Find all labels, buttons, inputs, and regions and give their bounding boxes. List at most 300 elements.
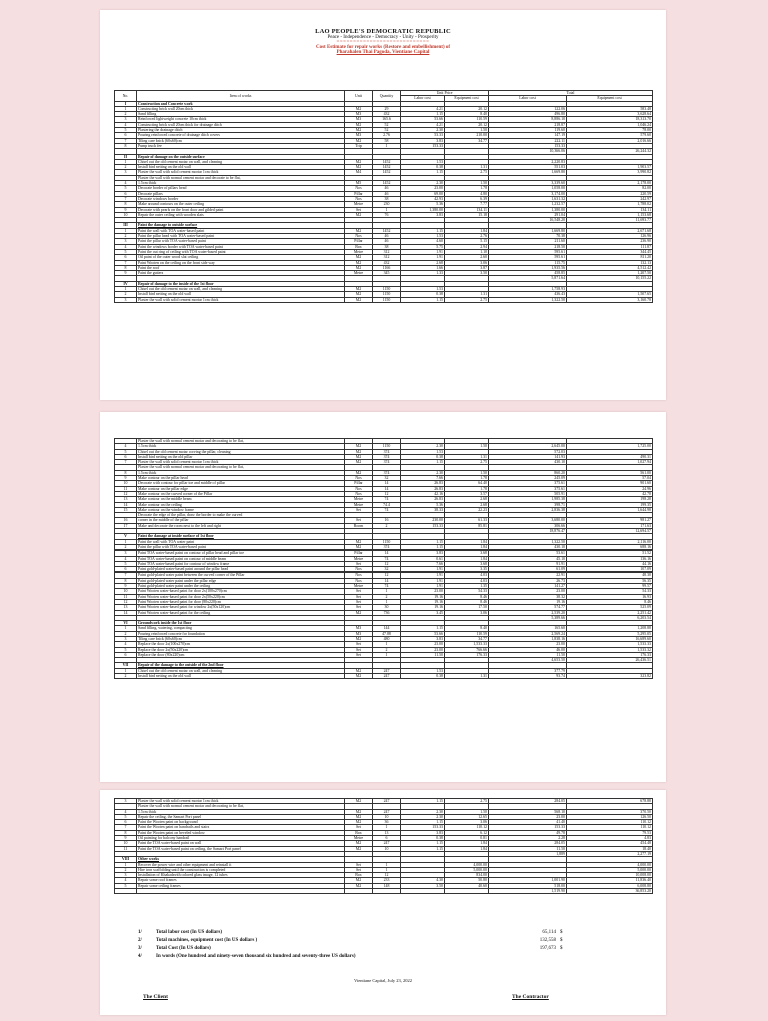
row-number: 4 (115, 444, 137, 449)
unit-labor-cost: 2.30 (401, 470, 445, 475)
total-labor-cost: 46.00 (489, 647, 567, 652)
unit: Set (345, 594, 373, 599)
unit-labor-cost: 23.00 (401, 589, 445, 594)
total-equipment-cost: 42.78 (567, 491, 653, 496)
quantity (373, 889, 401, 894)
unit-labor-cost (401, 889, 445, 894)
quantity: 1 (373, 825, 401, 830)
unit-equipment-cost: 2.75 (445, 170, 489, 175)
unit: Set (345, 867, 373, 872)
header-rule: ============================ (336, 40, 430, 45)
unit-labor-cost: 0.38 (401, 292, 445, 297)
unit: Pillar (345, 481, 373, 486)
unit-equipment-cost: 34.77 (445, 138, 489, 143)
unit-equipment-cost: 6.39 (445, 196, 489, 201)
total-equipment-cost: 3,628.64 (567, 112, 653, 117)
unit-equipment-cost: 54.33 (445, 589, 489, 594)
total-equipment-cost: 18,313.70 (567, 117, 653, 122)
unit: M2 (345, 212, 373, 217)
quantity: 247 (373, 799, 401, 804)
total-labor-cost: 306.66 (489, 523, 567, 528)
total-equipment-cost: 454.48 (567, 841, 653, 846)
total-labor-cost: 23.00 (489, 642, 567, 647)
quantity: 1 (373, 652, 401, 657)
unit: Set (345, 642, 373, 647)
quantity: 1452 (373, 181, 401, 186)
unit-equipment-cost: 20.12 (445, 122, 489, 127)
unit-labor-cost: 19.16 (401, 599, 445, 604)
total-equipment-cost: 12,694.57 (567, 529, 653, 534)
row-number: 4 (115, 642, 137, 647)
row-number: 4 (115, 556, 137, 561)
quantity: 1 (373, 867, 401, 872)
total-labor-cost: 2.28 (489, 836, 567, 841)
unit-equipment-cost: 1.31 (445, 292, 489, 297)
total-equipment-cost: 126.50 (567, 814, 653, 819)
unit: M2 (345, 297, 373, 302)
unit: M2 (345, 159, 373, 164)
work-item: Install bird netting on the old wall (137, 165, 345, 170)
unit: Pillar (345, 239, 373, 244)
total-labor-cost: 153.33 (489, 825, 567, 830)
row-number: 8 (115, 470, 137, 475)
quantity: 32 (373, 567, 401, 572)
total-equipment-cost: 4,000.00 (567, 862, 653, 867)
unit: M2 (345, 138, 373, 143)
unit: Metre (345, 556, 373, 561)
quantity: 1150 (373, 539, 401, 544)
unit: M4 (345, 170, 373, 175)
unit: M2 (345, 470, 373, 475)
work-item: Plaster the wall with normal cement motar and decorating to be flat, (137, 439, 345, 444)
quantity: 432 (373, 260, 401, 265)
total-equipment-cost: 36,853.20 (567, 889, 653, 894)
col-unit-price: Unit Price (401, 91, 489, 96)
unit: Set (345, 652, 373, 657)
unit: Set (345, 599, 373, 604)
unit: M2 (345, 820, 373, 825)
unit-equipment-cost: 5.15 (445, 239, 489, 244)
unit-equipment-cost: 1.78 (445, 476, 489, 481)
unit: Metre (345, 271, 373, 276)
work-item: Decorate pillars (137, 191, 345, 196)
unit: Set (345, 605, 373, 610)
unit-labor-cost: 7.66 (401, 476, 445, 481)
unit-equipment-cost: 1.10 (445, 249, 489, 254)
total-labor-cost: 1,322.50 (489, 297, 567, 302)
work-item: Oil paint of the outer wood slat ceiling (137, 255, 345, 260)
row-number: 6 (115, 454, 137, 459)
quantity: 29 (373, 106, 401, 111)
unit-labor-cost: 26.83 (401, 481, 445, 486)
work-item: Paint TOA water-based paint for contour of window frame (137, 561, 345, 566)
cost-summary (138, 930, 618, 962)
quantity: 14 (373, 486, 401, 491)
total-equipment-cost: 525.09 (567, 605, 653, 610)
total-equipment-cost: 4.83 (567, 836, 653, 841)
unit: M2 (345, 674, 373, 679)
row-number: 2 (115, 234, 137, 239)
total-labor-cost: 141.93 (489, 454, 567, 459)
work-item: Reinforced lightweight concrete 10cm thick (137, 117, 345, 122)
unit: M3 (345, 631, 373, 636)
row-number: 8 (115, 830, 137, 835)
quantity: 74 (373, 507, 401, 512)
total-equipment-cost: 8.46 (567, 599, 653, 604)
row-number: 10 (115, 589, 137, 594)
unit-labor-cost: 2.30 (401, 814, 445, 819)
unit-labor-cost: 1.15 (401, 820, 445, 825)
table-body (115, 439, 653, 679)
unit-labor-cost: 53.33 (401, 133, 445, 138)
row-number: 7 (115, 196, 137, 201)
row-number: 3 (115, 239, 137, 244)
work-item: Replace the door 2x(50x220)cm (137, 647, 345, 652)
unit: Box (345, 873, 373, 878)
total-labor-cost: 165.60 (489, 626, 567, 631)
row-number: 10 (115, 481, 137, 486)
row-number: V (115, 534, 137, 539)
work-item: Other works (137, 857, 345, 862)
total-equipment-cost: 981.27 (567, 518, 653, 523)
col-unit: Unit (345, 91, 373, 102)
total-labor-cost: 49.78 (489, 830, 567, 835)
quantity: 14 (373, 481, 401, 486)
row-number: 6 (115, 133, 137, 138)
row-number: 9 (115, 836, 137, 841)
unit-labor-cost: 0.38 (401, 165, 445, 170)
total-equipment-cost: 11,836.40 (567, 878, 653, 883)
row-number: 6 (115, 567, 137, 572)
document-title: Cost Estimate for repair works (Restore and embellishment) of (315, 45, 451, 50)
unit-equipment-cost: 3.06 (445, 610, 489, 615)
unit-labor-cost: 1.53 (401, 286, 445, 291)
total-labor-cost: 10,366.06 (489, 149, 567, 154)
unit-equipment-cost (445, 889, 489, 894)
work-item: Paint gold-plated water-based paint around the pillar head (137, 567, 345, 572)
total-labor-cost: 1,889 (489, 851, 567, 856)
total-labor-cost: 93.74 (489, 674, 567, 679)
work-item: Repair of the damage to the outside of the 2nd floor (137, 663, 345, 668)
quantity: 1 (373, 589, 401, 594)
row-number: 1 (115, 539, 137, 544)
unit: M2 (345, 539, 373, 544)
unit-labor-cost: 230.00 (401, 518, 445, 523)
col-unit-labor: Labor cost (401, 96, 445, 101)
row-number: I (115, 101, 137, 106)
unit-labor-cost: 1.91 (401, 567, 445, 572)
total-equipment-cost: 1,153.68 (567, 212, 653, 217)
work-item: Install bird netting on the old pillar (137, 454, 345, 459)
unit-equipment-cost: 1.31 (445, 165, 489, 170)
unit-labor-cost: 3.50 (401, 883, 445, 888)
unit-equipment-cost: 85.81 (445, 523, 489, 528)
total-labor-cost: 375.61 (489, 486, 567, 491)
quantity: 345 (373, 271, 401, 276)
quantity: 74 (373, 497, 401, 502)
work-item: Decorate windows border (137, 196, 345, 201)
unit: M2 (345, 165, 373, 170)
summary-value: 132,558 (539, 938, 556, 943)
total-equipment-cost: 370.50 (567, 809, 653, 814)
work-item: Make and decorate the room next to the left and right (137, 523, 345, 528)
quantity: 38 (373, 244, 401, 249)
work-item: Paint gold-plated water paint under the pillar edge (137, 578, 345, 583)
unit-equipment-cost: 4,000.00 (445, 862, 489, 867)
quantity: 2 (373, 647, 401, 652)
summary-row (138, 930, 618, 938)
total-labor-cost: 245.09 (489, 476, 567, 481)
unit-equipment-cost: 1.84 (445, 544, 489, 549)
total-labor-cost: 860.20 (489, 470, 567, 475)
total-labor-cost: 1,631.32 (489, 196, 567, 201)
work-item: Install bird netting on the old wall (137, 292, 345, 297)
unit-equipment-cost: 1.31 (445, 454, 489, 459)
unit: M2 (345, 841, 373, 846)
unit-equipment-cost: 12.65 (445, 814, 489, 819)
work-item: corner in the middle of the pillar (137, 518, 345, 523)
unit-equipment-cost: 3.68 (445, 561, 489, 566)
work-item: Installation of Khakadavith colored glass image, 12 tubes (137, 873, 345, 878)
unit-equipment-cost: 1.35 (445, 584, 489, 589)
total-labor-cost: 1,380.00 (489, 207, 567, 212)
row-number: 11 (115, 594, 137, 599)
unit-labor-cost: 1.53 (401, 449, 445, 454)
work-item: Plaster the wall with normal cement motar and decorating to be flat, (137, 804, 345, 809)
unit-equipment-cost: 6.12 (445, 830, 489, 835)
quantity: 1150 (373, 297, 401, 302)
unit-equipment-cost: 1.84 (445, 841, 489, 846)
total-equipment-cost: 79.53 (567, 830, 653, 835)
total-equipment-cost: 344.45 (567, 249, 653, 254)
total-equipment-cost: 57.04 (567, 476, 653, 481)
total-equipment-cost: 24.96 (567, 486, 653, 491)
work-item: Pump truck fee (137, 143, 345, 148)
unit-equipment-cost: 40.60 (445, 883, 489, 888)
row-number: 7 (115, 460, 137, 465)
total-labor-cost: 5,871.64 (489, 276, 567, 281)
total-labor-cost: 18,876.47 (489, 529, 567, 534)
unit-equipment-cost: 2.60 (445, 255, 489, 260)
unit-equipment-cost: 3.06 (445, 820, 489, 825)
unit-labor-cost: 0.38 (401, 674, 445, 679)
total-equipment-cost: 1,027.94 (567, 460, 653, 465)
work-item: Sand filling, watering, compacting (137, 626, 345, 631)
work-item: Paint Wooten water-based paint for door 2x(50x220)cm (137, 594, 345, 599)
row-number: 2 (115, 631, 137, 636)
row-number: 5 (115, 883, 137, 888)
unit: M2 (345, 809, 373, 814)
total-labor-cost: 23.00 (489, 814, 567, 819)
unit-equipment-cost: 110.12 (445, 825, 489, 830)
row-number: 12 (115, 491, 137, 496)
row-number: 2 (115, 544, 137, 549)
work-item: Constructing brick wall 20cm thick for drainage ditch (137, 122, 345, 127)
work-item: Repair of damage to the inside of the 1st floor (137, 281, 345, 286)
unit: M2 (345, 449, 373, 454)
col-total-labor: Labor cost (489, 96, 567, 101)
col-unit-equipment: Equipment cost (445, 96, 489, 101)
unit: M2 (345, 128, 373, 133)
table-body (115, 101, 653, 302)
unit-equipment-cost: 110.59 (445, 117, 489, 122)
quantity: 38 (373, 196, 401, 201)
row-number: 4 (115, 181, 137, 186)
summary-value: 197,673 (539, 946, 556, 951)
summary-label: Total Cost (In US dollars) (156, 946, 211, 951)
unit-labor-cost: 1.91 (401, 249, 445, 254)
unit-labor-cost: 2.68 (401, 260, 445, 265)
quantity: 2.76 (373, 133, 401, 138)
work-item: Make contour on the pillar head (137, 476, 345, 481)
work-item: Decorate with pearls on the front door and gilded paint (137, 207, 345, 212)
unit: Nos (345, 234, 373, 239)
total-labor-cost: 1,758.93 (489, 286, 567, 291)
unit-equipment-cost: 834.00 (445, 873, 489, 878)
unit: Set (345, 207, 373, 212)
unit: Box (345, 244, 373, 249)
quantity: 1 (373, 599, 401, 604)
unit-labor-cost: 4.60 (401, 239, 445, 244)
unit-labor-cost: 2.30 (401, 128, 445, 133)
total-equipment-cost: 176.33 (567, 652, 653, 657)
row-number: 4 (115, 122, 137, 127)
work-item: Repair some ceiling frames (137, 883, 345, 888)
quantity: 52 (373, 128, 401, 133)
total-equipment-cost: 44.16 (567, 561, 653, 566)
total-labor-cost: 147.19 (489, 133, 567, 138)
total-equipment-cost: 134.11 (567, 207, 653, 212)
unit-labor-cost: 23.00 (401, 186, 445, 191)
total-labor-cost: 1,985.38 (489, 497, 567, 502)
summary-row (138, 954, 618, 962)
row-number: 5 (115, 186, 137, 191)
total-equipment-cost: 136.16 (567, 556, 653, 561)
unit: M2 (345, 636, 373, 641)
total-labor-cost: 1,001.90 (489, 878, 567, 883)
unit-labor-cost: 2.30 (401, 444, 445, 449)
total-labor-cost: 1,669.80 (489, 228, 567, 233)
total-equipment-cost: 3,990.82 (567, 170, 653, 175)
work-item: Oil painting for balcony handrail (137, 836, 345, 841)
total-labor-cost: 2,569.24 (489, 631, 567, 636)
quantity: 12 (373, 873, 401, 878)
row-number: 6 (115, 820, 137, 825)
row-number: 4 (115, 878, 137, 883)
total-equipment-cost: 1,903.57 (567, 165, 653, 170)
unit-labor-cost: 1.33 (401, 271, 445, 276)
total-equipment-cost: 82.00 (567, 186, 653, 191)
unit-labor-cost: 1.15 (401, 846, 445, 851)
country-name: LAO PEOPLE'S DEMOCRATIC REPUBLIC (315, 28, 451, 35)
row-number: VI (115, 621, 137, 626)
quantity: 247 (373, 668, 401, 673)
total-equipment-cost: 1,507.65 (567, 292, 653, 297)
unit: M3 (345, 117, 373, 122)
row-number: 5 (115, 249, 137, 254)
row-number: VII (115, 663, 137, 668)
unit: M2 (345, 444, 373, 449)
unit: Set (345, 647, 373, 652)
total-labor-cost: 574.77 (489, 605, 567, 610)
national-motto: Peace - Independence - Democracy - Unity - Prosperity (327, 35, 439, 40)
unit: M2 (345, 454, 373, 459)
row-number: 13 (115, 497, 137, 502)
total-equipment-cost: 3,160.78 (567, 297, 653, 302)
total-equipment-cost: 2,116.00 (567, 539, 653, 544)
quantity: 374 (373, 544, 401, 549)
unit-labor-cost: 0.38 (401, 836, 445, 841)
unit-equipment-cost: 15.18 (445, 212, 489, 217)
unit-equipment-cost: 22.23 (445, 507, 489, 512)
unit-equipment-cost: 4.03 (445, 573, 489, 578)
unit-labor-cost: 1.15 (401, 841, 445, 846)
quantity: 76 (373, 212, 401, 217)
unit-labor-cost: 4.21 (401, 106, 445, 111)
work-item: Paint the Wooten paint on handrails and stairs (137, 825, 345, 830)
total-equipment-cost: 110.12 (567, 820, 653, 825)
row-number: VIII (115, 857, 137, 862)
unit-equipment-cost: 1.84 (445, 228, 489, 233)
unit: M2 (345, 106, 373, 111)
work-item: Construction and Concrete work (137, 101, 345, 106)
unit: Metre (345, 502, 373, 507)
summary-label: Total labor cost (In US dollars) (156, 930, 222, 935)
unit: M2 (345, 255, 373, 260)
quantity: 32 (373, 476, 401, 481)
summary-value: 65,114 (542, 930, 556, 935)
work-item: Pouring reinforced concrete of drainage ditch covers (137, 133, 345, 138)
row-number: 11 (115, 486, 137, 491)
unit-labor-cost: 2.30 (401, 181, 445, 186)
work-item: Paint gold-plated water paint between the curved corner of the Pillar (137, 573, 345, 578)
unit-labor-cost: 38.33 (401, 507, 445, 512)
work-item: Paint the TOA water-based paint on ceiling, the Samart Port panel (137, 846, 345, 851)
quantity: 46 (373, 234, 401, 239)
total-labor-cost: 115.75 (489, 260, 567, 265)
unit: Metre (345, 584, 373, 589)
total-equipment-cost: 111.87 (567, 244, 653, 249)
total-labor-cost: 153.33 (489, 143, 567, 148)
work-item: Make contour on the middle beam (137, 497, 345, 502)
col-quantity: Quantity (373, 91, 401, 102)
unit-equipment-cost: 1.84 (445, 556, 489, 561)
unit: Metre (345, 836, 373, 841)
cost-table-part-3 (114, 798, 653, 894)
row-number: 2 (115, 112, 137, 117)
unit: M3 (345, 133, 373, 138)
unit-labor-cost: 4.21 (401, 122, 445, 127)
unit-labor-cost: 0.61 (401, 556, 445, 561)
total-equipment-cost: 199.35 (567, 502, 653, 507)
work-item: Paint the damage to outside surface (137, 223, 345, 228)
unit: Nos (345, 186, 373, 191)
unit: M2 (345, 610, 373, 615)
work-item: Paint the pillar head with TOA water-based paint (137, 234, 345, 239)
work-item: Decorate with contour for pillar toe and middle of pillar (137, 481, 345, 486)
unit: Nos (345, 491, 373, 496)
row-number: 2 (115, 292, 137, 297)
work-item: Paint gold-plated water paint under the ceiling (137, 584, 345, 589)
quantity: 46 (373, 186, 401, 191)
quantity: 10 (373, 814, 401, 819)
unit-labor-cost: 19.16 (401, 594, 445, 599)
total-labor-cost: 2,645.00 (489, 444, 567, 449)
quantity: 16 (373, 518, 401, 523)
work-item: Paint the out ring of ceiling with TOA water-based paint (137, 249, 345, 254)
summary-currency: $ (560, 938, 563, 943)
unit-labor-cost: 4.30 (401, 878, 445, 883)
